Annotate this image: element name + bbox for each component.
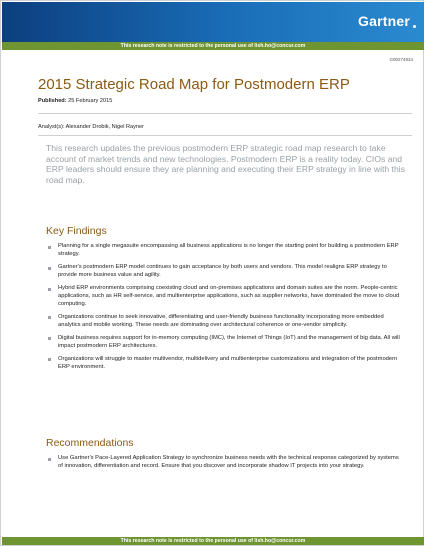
list-item: Hybrid ERP environments comprising coexisting cloud and on-premises applications and domain suites are the norm. People-centric applications, such as HR self-service, and multienterprise applications, such as supplier networks, have dominated the move to cloud computing. (48, 285, 403, 308)
list-item: Digital business requires support for in-memory computing (IMC), the Internet of Things (IoT) and the management of big data. All will impact postmodern ERP architectures. (48, 335, 403, 351)
recommendations-list (48, 455, 403, 471)
key-findings-heading: Key Findings (46, 225, 107, 237)
analysts-line (38, 124, 144, 130)
divider (38, 135, 412, 136)
recommendations-heading: Recommendations (46, 437, 134, 449)
analysts-names: Alexander Drobik, Nigel Rayner (65, 124, 145, 130)
key-findings-list (48, 243, 403, 377)
divider (38, 113, 412, 114)
list-item: Use Gartner's Pace-Layered Application Strategy to synchronize business needs with the technical response categorized by systems of innovation, differentiation and record. Ensure that you discover and incorporate shadow IT projects into your strategy. (48, 455, 403, 471)
analysts-label: Analyst(s): (38, 124, 65, 130)
list-item: Organizations continue to seek innovative, differentiating and user-friendly business functionality incorporating more embedded analytics and mobile working. These needs are dominating over architectural coherence or one-vendor simplicity. (48, 314, 403, 330)
document-title: 2015 Strategic Road Map for Postmodern ERP (38, 76, 350, 93)
usage-notice-top: This research note is restricted to the personal use of lish.ho@concur.com (2, 42, 424, 50)
published-date: 25 February 2015 (68, 98, 113, 104)
published-line (38, 98, 112, 104)
list-item: Organizations will struggle to master multivendor, multidelivery and multienterprise customizations and integration of the postmodern ERP environment. (48, 356, 403, 372)
usage-notice-bottom: This research note is restricted to the personal use of lish.ho@concur.com (2, 537, 424, 545)
header-banner (2, 2, 424, 42)
logo-dot-icon (413, 25, 416, 28)
summary-paragraph: This research updates the previous postmodern ERP strategic road map research to take account of market trends and new technologies. Postmodern ERP is a reality today. CIOs and ERP leaders should ensure they are planning and executing their ERP strategy in line with this road map. (46, 143, 405, 185)
published-label: Published: (38, 98, 67, 104)
list-item: Planning for a single megasuite encompassing all business applications is no longer the starting point for building a postmodern ERP strategy. (48, 243, 403, 259)
list-item: Gartner's postmodern ERP model continues to gain acceptance by both users and vendors. This model realigns ERP strategy to provide more business value and agility. (48, 264, 403, 280)
gartner-logo: Gartner (358, 13, 410, 29)
document-id: G00274934 (389, 57, 413, 62)
